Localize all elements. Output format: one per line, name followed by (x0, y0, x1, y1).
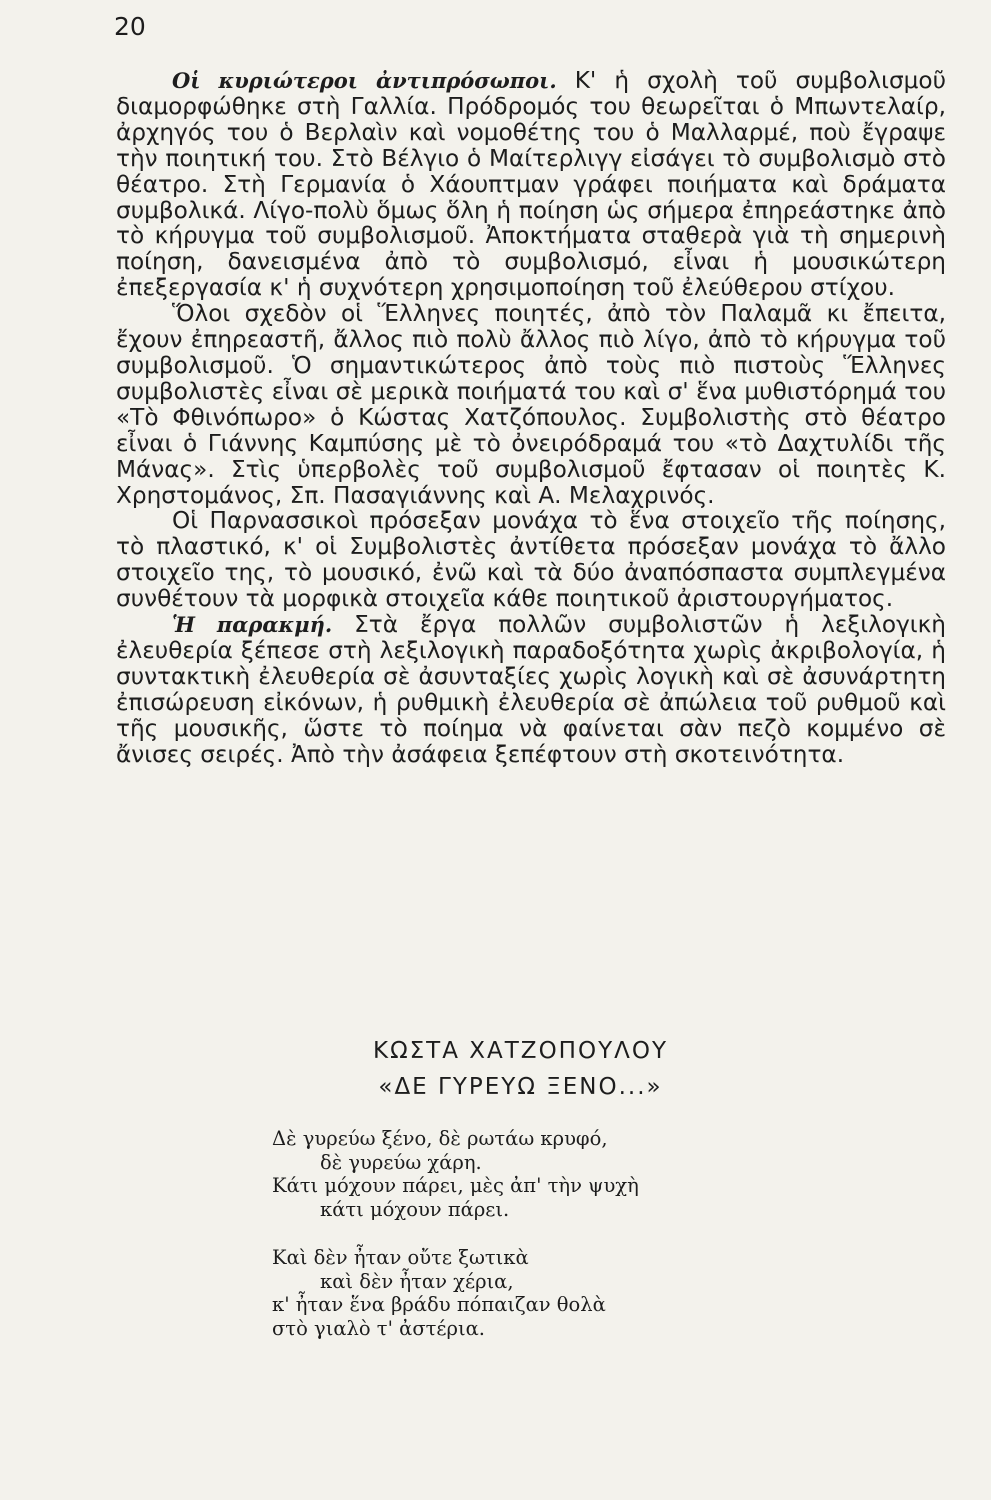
poem-line: κάτι μόχουν πάρει. (320, 1197, 510, 1221)
poem-line: στὸ γιαλὸ τ' ἀστέρια. (272, 1316, 485, 1340)
poem-stanza (272, 1127, 639, 1221)
poem-line: καὶ δὲν ἦταν χέρια, (320, 1269, 514, 1293)
poem-line: Δὲ γυρεύω ξένο, δὲ ρωτάω κρυφό, (272, 1127, 608, 1150)
paragraph (116, 68, 946, 301)
poem-line: Καὶ δὲν ἦταν οὔτε ξωτικὰ (272, 1246, 529, 1269)
poem-title: «ΔΕ ΓΥΡΕΥΩ ΞΕΝΟ...» (378, 1074, 663, 1100)
paragraph: Οἱ Παρνασσικοὶ πρόσεξαν μονάχα τὸ ἕνα στοιχεῖο τῆς ποίησης, τὸ πλαστικό, κ' οἱ Συμβολιστὲς ἀντίθετα πρόσεξαν μονάχα τὸ ἄλλο στοιχεῖο της, τὸ μουσικό, ἐνῶ καὶ τὰ δύο ἀναπόσπαστα συμπλεγμένα συνθέτουν τὰ μορφικὰ στοιχεῖα κάθε ποιητικοῦ ἀριστουργήματος. (116, 507, 946, 613)
paragraph-text: Στὰ ἔργα πολλῶν συμβολιστῶν ἡ λεξιλογικὴ ἐλευθερία ξέπεσε στὴ λεξιλογικὴ παραδοξότητα χωρὶς ἀκριβολογία, ἡ συντακτικὴ ἐλευθερία σὲ ἀσυνταξίες χωρὶς λογικὴ καὶ σὲ ἀσυνάρτητη ἐπισώρευση εἰκόνων, ἡ ρυθμικὴ ἐλευθερία σὲ ἀπώλεια τοῦ ρυθμοῦ καὶ τῆς μουσικῆς, ὥστε τὸ ποίημα νὰ φαίνεται σὰν πεζὸ κομμένο σὲ ἄνισες σειρές. Ἀπὸ τὴν ἀσάφεια ξεπέφτουν στὴ σκοτεινότητα. (116, 611, 946, 768)
poem-stanza (272, 1246, 639, 1340)
paragraph: Ὅλοι σχεδὸν οἱ Ἕλληνες ποιητές, ἀπὸ τὸν Παλαμᾶ κι ἔπειτα, ἔχουν ἐπηρεαστῆ, ἄλλος πιὸ πολὺ ἄλλος πιὸ λίγο, ἀπὸ τὸ κήρυγμα τοῦ συμβολισμοῦ. Ὁ σημαντικώτερος ἀπὸ τοὺς πιὸ πιστοὺς Ἕλληνες συμβολιστὲς εἶναι σὲ μερικὰ ποιήματά του καὶ σ' ἕνα μυθιστόρημά του «Τὸ Φθινόπωρο» ὁ Κώστας Χατζόπουλος. Συμβολιστὴς στὸ θέατρο εἶναι ὁ Γιάννης Καμπύσης μὲ τὸ ὀνειρόδραμά του «τὸ Δαχτυλίδι τῆς Μάνας». Στὶς ὑπερβολὲς τοῦ συμβολισμοῦ ἔφτασαν οἱ ποιητὲς Κ. Χρηστομάνος, Σπ. Πασαγιάννης καὶ Α. Μελαχρινός. (116, 300, 946, 509)
paragraph (116, 612, 946, 767)
paragraph-text: Κ' ἡ σχολὴ τοῦ συμβολισμοῦ διαμορφώθηκε στὴ Γαλλία. Πρόδρομός του θεωρεῖται ὁ Μπωντελαίρ, ἀρχηγός του ὁ Βερλαὶν καὶ νομοθέτης του ὁ Μαλλαρμέ, ποὺ ἔγραψε τὴν ποιητική του. Στὸ Βέλγιο ὁ Μαίτερλιγγ εἰσάγει τὸ συμβολισμὸ στὸ θέατρο. Στὴ Γερμανία ὁ Χάουπτμαν γράφει ποιήματα καὶ δράματα συμβολικά. Λίγο-πολὺ ὅμως ὅλη ἡ ποίηση ὡς σήμερα ἐπηρεάστηκε ἀπὸ τὸ κήρυγμα τοῦ συμβολισμοῦ. Ἀποκτήματα σταθερὰ γιὰ τὴ σημερινὴ ποίηση, δανεισμένα ἀπὸ τὸ συμβολισμό, εἶναι ἡ μουσικώτερη ἐπεξεργασία κ' ἡ συχνότερη χρησιμοποίηση τοῦ ἐλεύθερου στίχου. (116, 67, 947, 302)
section-heading: Ἡ παρακμή. (172, 612, 333, 638)
poem-line: δὲ γυρεύω χάρη. (320, 1150, 482, 1174)
poem-author: ΚΩΣΤΑ ΧΑΤΖΟΠΟΥΛΟΥ (372, 1038, 669, 1064)
page-number: 20 (114, 12, 146, 41)
body-text (116, 68, 946, 767)
poem (272, 1127, 639, 1365)
poem-line: κ' ἦταν ἕνα βράδυ πόπαιζαν θολὰ (272, 1293, 606, 1316)
section-heading: Οἱ κυριώτεροι ἀντιπρόσωποι. (172, 68, 557, 93)
poem-line: Κάτι μόχουν πάρει, μὲς ἀπ' τὴν ψυχὴ (272, 1174, 639, 1197)
